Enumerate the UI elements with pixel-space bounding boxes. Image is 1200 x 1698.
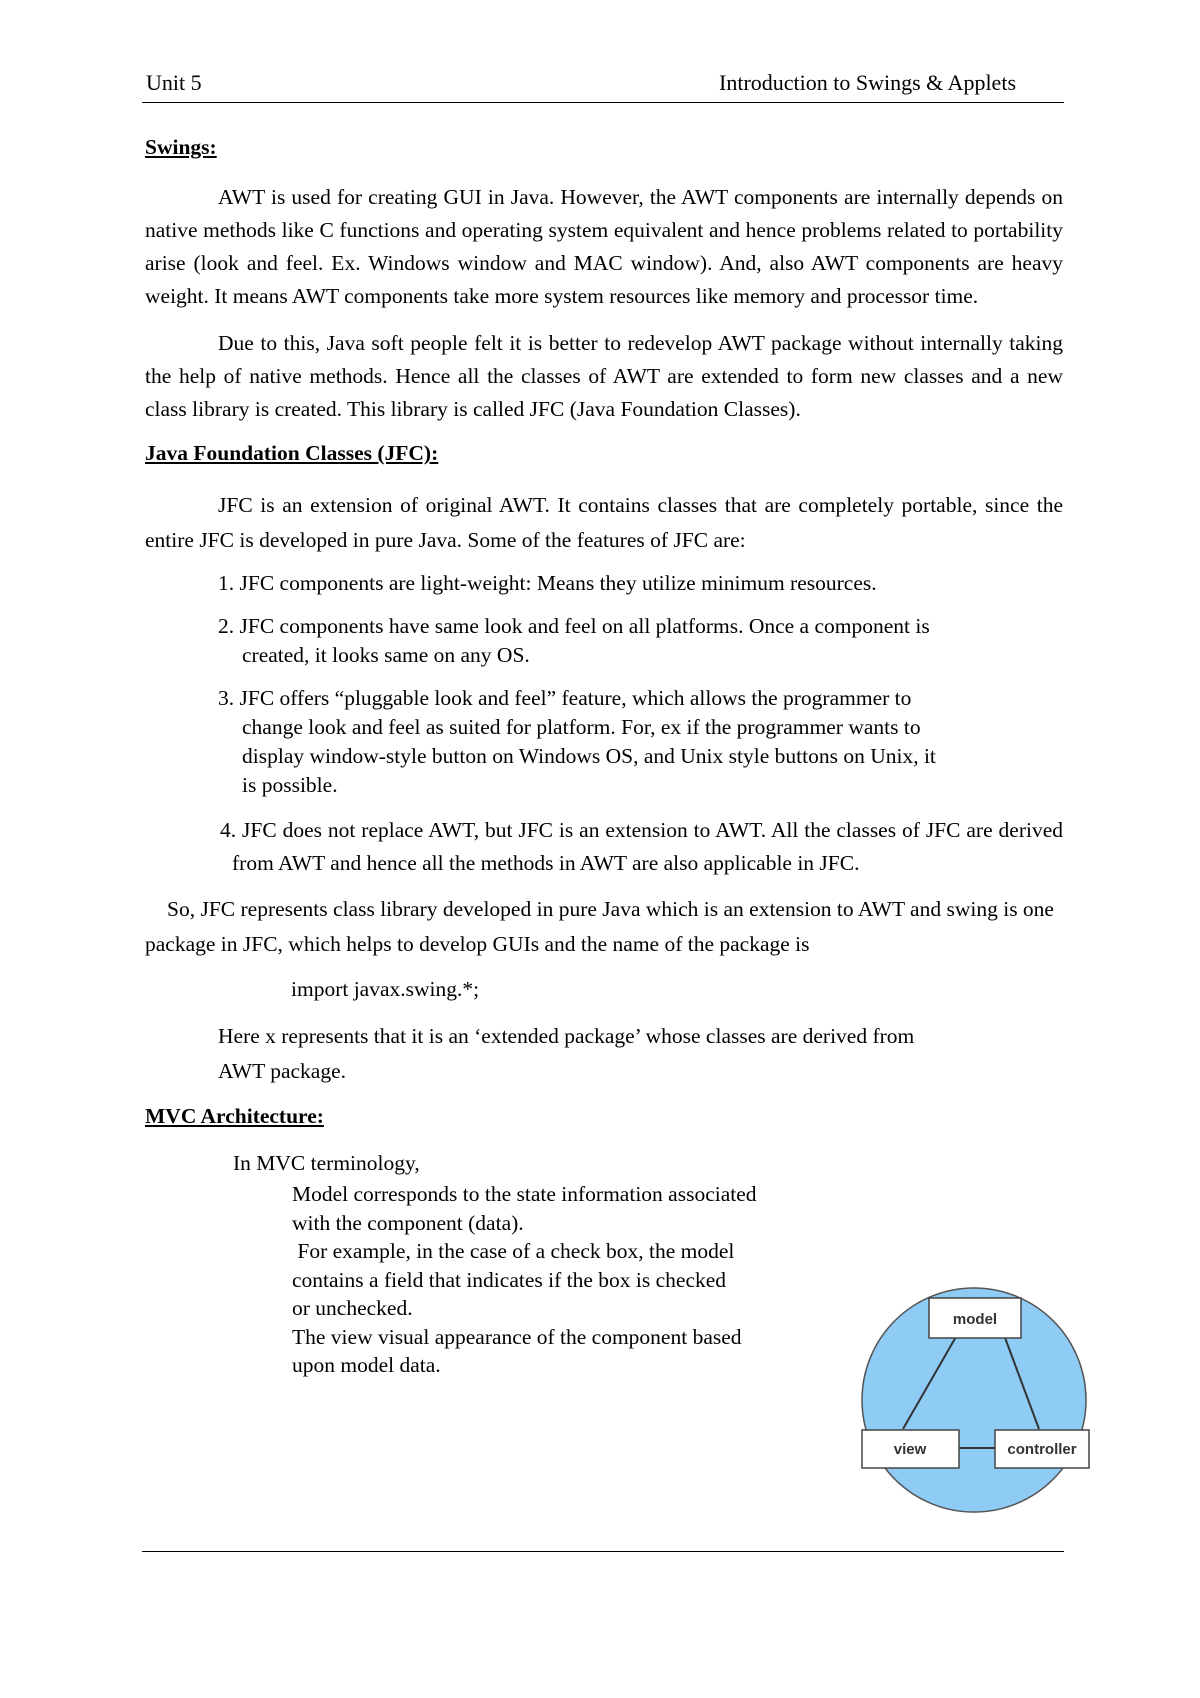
- jfc-summary-paragraph: So, JFC represents class library developed in pure Java which is an extension to AWT and swing is one package in JFC, which helps to develop GUIs and the name of the package is: [145, 897, 1054, 956]
- mvc-line: upon model data.: [292, 1353, 441, 1377]
- feature-text: JFC offers “pluggable look and feel” feature, which allows the programmer to change look and feel as suited for platform. For, ex if the programmer wants to display window-style button on Windows OS, and Unix style buttons on Unix, it is possible.: [239, 686, 936, 797]
- mvc-line: Model corresponds to the state information associated: [292, 1182, 757, 1206]
- view-label: view: [893, 1441, 927, 1458]
- footer-rule: [142, 1551, 1064, 1552]
- feature-text: JFC components are light-weight: Means they utilize minimum resources.: [239, 571, 877, 595]
- mvc-heading: MVC Architecture:: [145, 1104, 324, 1128]
- swings-heading: Swings:: [145, 135, 217, 159]
- header-title: Introduction to Swings & Applets: [719, 70, 1016, 95]
- mvc-intro: In MVC terminology,: [233, 1151, 420, 1175]
- feature-number: 1.: [218, 571, 235, 595]
- jfc-intro: JFC is an extension of original AWT. It contains classes that are completely portable, since the entire JFC is developed in pure Java. Some of the features of JFC are:: [145, 493, 1063, 552]
- mvc-line: contains a field that indicates if the box is checked: [292, 1267, 727, 1292]
- list-item: [145, 612, 1063, 670]
- mvc-lines: [145, 1180, 835, 1380]
- list-item: [145, 569, 1063, 598]
- mvc-line: The view visual appearance of the component based: [292, 1324, 742, 1349]
- jfc-feature-list: [145, 569, 1063, 880]
- feature-number: 4.: [220, 818, 237, 842]
- feature-text: JFC components have same look and feel on all platforms. Once a component is created, it looks same on any OS.: [239, 614, 930, 667]
- import-statement: import javax.swing.*;: [291, 977, 480, 1001]
- page-header: [142, 68, 1064, 103]
- feature-number: 2.: [218, 614, 235, 638]
- header-unit: Unit 5: [146, 70, 202, 95]
- model-label: model: [952, 1311, 998, 1328]
- list-item: [145, 814, 1063, 880]
- page-content: [145, 132, 1063, 1380]
- controller-label: controller: [1007, 1441, 1077, 1458]
- mvc-description: [145, 1147, 835, 1380]
- mvc-line: or unchecked.: [292, 1296, 413, 1320]
- list-item: [145, 684, 1063, 800]
- mvc-diagram: [861, 1287, 1091, 1517]
- jfc-heading: Java Foundation Classes (JFC):: [145, 441, 439, 465]
- mvc-line: For example, in the case of a check box, the model: [292, 1239, 735, 1263]
- extended-package-note: Here x represents that it is an ‘extended package’ whose classes are derived from AWT package.: [218, 1024, 915, 1083]
- feature-text: JFC does not replace AWT, but JFC is an extension to AWT. All the classes of JFC are derived from AWT and hence all the methods in AWT are also applicable in JFC.: [232, 818, 1064, 875]
- swings-paragraph-1: AWT is used for creating GUI in Java. However, the AWT components are internally depends on native methods like C functions and operating system equivalent and hence problems related to portability arise (look and feel. Ex. Windows window and MAC window). And, also AWT components are heavy weight. It means AWT components take more system resources like memory and processor time.: [145, 185, 1063, 308]
- mvc-line: with the component (data).: [292, 1210, 524, 1235]
- swings-paragraph-2: Due to this, Java soft people felt it is better to redevelop AWT package without internally taking the help of native methods. Hence all the classes of AWT are extended to form new classes and a new class library is created. This library is called JFC (Java Foundation Classes).: [145, 331, 1063, 421]
- feature-number: 3.: [218, 686, 235, 710]
